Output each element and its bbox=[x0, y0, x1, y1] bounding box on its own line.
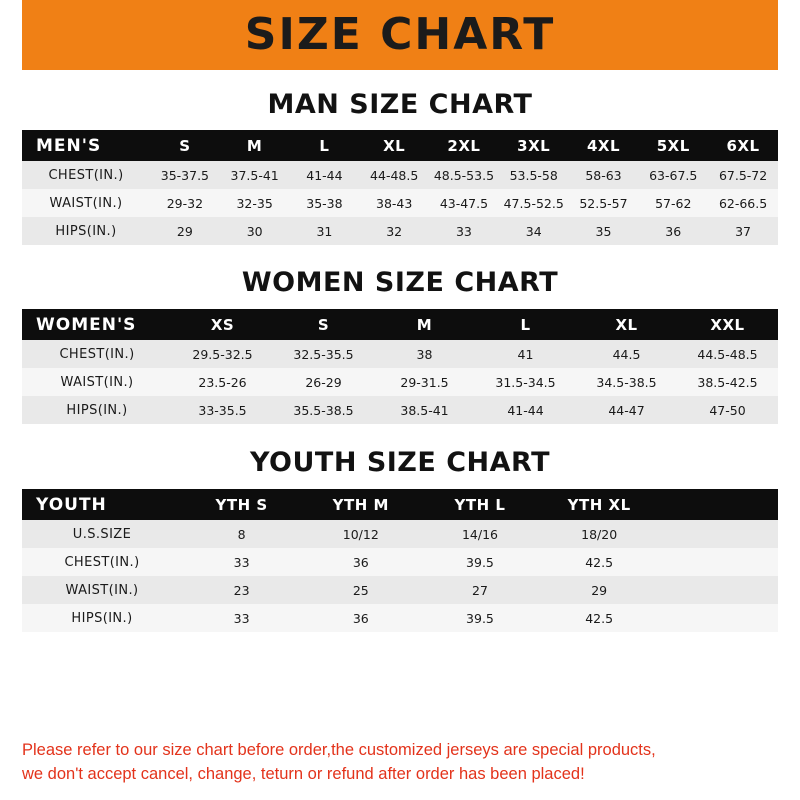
header-cell-6xl: 6XL bbox=[708, 130, 778, 161]
cell: 23 bbox=[182, 576, 301, 604]
cell: 48.5-53.5 bbox=[429, 161, 499, 189]
row-label-waist: WAIST(IN.) bbox=[22, 576, 182, 604]
header-cell-womens: WOMEN'S bbox=[22, 309, 172, 340]
header-cell-empty bbox=[659, 489, 778, 520]
table-row bbox=[22, 161, 778, 189]
row-label-chest: CHEST(IN.) bbox=[22, 161, 150, 189]
section-title-youth: YOUTH SIZE CHART bbox=[249, 447, 551, 478]
cell: 38.5-42.5 bbox=[677, 368, 778, 396]
section-title-man: MAN SIZE CHART bbox=[267, 89, 533, 120]
cell bbox=[659, 604, 778, 632]
cell: 35-38 bbox=[290, 189, 360, 217]
cell: 47-50 bbox=[677, 396, 778, 424]
cell: 32.5-35.5 bbox=[273, 340, 374, 368]
cell: 35.5-38.5 bbox=[273, 396, 374, 424]
cell: 58-63 bbox=[569, 161, 639, 189]
cell: 34 bbox=[499, 217, 569, 245]
header-cell-xl: XL bbox=[359, 130, 429, 161]
row-label-us-size: U.S.SIZE bbox=[22, 520, 182, 548]
table-header-row bbox=[22, 130, 778, 161]
man-size-table bbox=[22, 130, 778, 245]
cell: 14/16 bbox=[420, 520, 539, 548]
cell: 36 bbox=[301, 604, 420, 632]
cell bbox=[659, 520, 778, 548]
cell: 29-32 bbox=[150, 189, 220, 217]
header-cell-s: S bbox=[273, 309, 374, 340]
cell: 44-47 bbox=[576, 396, 677, 424]
cell: 44.5-48.5 bbox=[677, 340, 778, 368]
header-cell-3xl: 3XL bbox=[499, 130, 569, 161]
cell: 29-31.5 bbox=[374, 368, 475, 396]
women-size-table bbox=[22, 309, 778, 424]
cell: 63-67.5 bbox=[638, 161, 708, 189]
header-cell-mens: MEN'S bbox=[22, 130, 150, 161]
table-header-row bbox=[22, 309, 778, 340]
note-line-2: we don't accept cancel, change, teturn or refund after order has been placed! bbox=[22, 764, 585, 783]
cell: 36 bbox=[638, 217, 708, 245]
cell: 57-62 bbox=[638, 189, 708, 217]
table-row bbox=[22, 604, 778, 632]
cell: 32-35 bbox=[220, 189, 290, 217]
cell: 42.5 bbox=[540, 548, 659, 576]
table-row bbox=[22, 520, 778, 548]
table-header-row bbox=[22, 489, 778, 520]
header-cell-5xl: 5XL bbox=[638, 130, 708, 161]
cell: 33 bbox=[182, 604, 301, 632]
cell: 10/12 bbox=[301, 520, 420, 548]
table-row bbox=[22, 576, 778, 604]
table-row bbox=[22, 189, 778, 217]
chart-content bbox=[0, 70, 800, 731]
header-cell-xs: XS bbox=[172, 309, 273, 340]
row-label-hips: HIPS(IN.) bbox=[22, 396, 172, 424]
cell: 39.5 bbox=[420, 604, 539, 632]
row-label-waist: WAIST(IN.) bbox=[22, 368, 172, 396]
header-cell-4xl: 4XL bbox=[569, 130, 639, 161]
header-cell-yth-xl: YTH XL bbox=[540, 489, 659, 520]
cell: 25 bbox=[301, 576, 420, 604]
cell: 62-66.5 bbox=[708, 189, 778, 217]
header-cell-xxl: XXL bbox=[677, 309, 778, 340]
cell: 37.5-41 bbox=[220, 161, 290, 189]
row-label-chest: CHEST(IN.) bbox=[22, 548, 182, 576]
row-label-hips: HIPS(IN.) bbox=[22, 217, 150, 245]
cell: 39.5 bbox=[420, 548, 539, 576]
header-cell-s: S bbox=[150, 130, 220, 161]
cell: 36 bbox=[301, 548, 420, 576]
cell: 38.5-41 bbox=[374, 396, 475, 424]
header-cell-l: L bbox=[475, 309, 576, 340]
cell: 8 bbox=[182, 520, 301, 548]
table-row bbox=[22, 340, 778, 368]
cell: 30 bbox=[220, 217, 290, 245]
cell: 43-47.5 bbox=[429, 189, 499, 217]
cell: 23.5-26 bbox=[172, 368, 273, 396]
header-banner bbox=[0, 0, 800, 70]
header-cell-m: M bbox=[220, 130, 290, 161]
cell: 53.5-58 bbox=[499, 161, 569, 189]
cell: 44.5 bbox=[576, 340, 677, 368]
row-label-chest: CHEST(IN.) bbox=[22, 340, 172, 368]
cell: 34.5-38.5 bbox=[576, 368, 677, 396]
table-row bbox=[22, 548, 778, 576]
cell: 44-48.5 bbox=[359, 161, 429, 189]
cell: 29 bbox=[150, 217, 220, 245]
cell: 47.5-52.5 bbox=[499, 189, 569, 217]
cell: 32 bbox=[359, 217, 429, 245]
footer-note bbox=[0, 731, 800, 800]
cell bbox=[659, 576, 778, 604]
cell: 35-37.5 bbox=[150, 161, 220, 189]
header-cell-m: M bbox=[374, 309, 475, 340]
header-cell-yth-s: YTH S bbox=[182, 489, 301, 520]
row-label-hips: HIPS(IN.) bbox=[22, 604, 182, 632]
cell: 41-44 bbox=[290, 161, 360, 189]
cell: 38 bbox=[374, 340, 475, 368]
section-title-women: WOMEN SIZE CHART bbox=[241, 267, 559, 298]
cell: 26-29 bbox=[273, 368, 374, 396]
cell: 52.5-57 bbox=[569, 189, 639, 217]
cell: 31 bbox=[290, 217, 360, 245]
header-cell-2xl: 2XL bbox=[429, 130, 499, 161]
youth-size-table bbox=[22, 489, 778, 632]
table-row bbox=[22, 217, 778, 245]
cell: 33 bbox=[429, 217, 499, 245]
cell: 27 bbox=[420, 576, 539, 604]
cell: 42.5 bbox=[540, 604, 659, 632]
note-line-1: Please refer to our size chart before order,the customized jerseys are special products, bbox=[22, 741, 656, 760]
page-title: SIZE CHART bbox=[244, 9, 556, 60]
cell: 18/20 bbox=[540, 520, 659, 548]
header-cell-xl: XL bbox=[576, 309, 677, 340]
header-cell-yth-m: YTH M bbox=[301, 489, 420, 520]
cell: 41 bbox=[475, 340, 576, 368]
cell: 35 bbox=[569, 217, 639, 245]
header-cell-youth: YOUTH bbox=[22, 489, 182, 520]
cell: 33 bbox=[182, 548, 301, 576]
table-row bbox=[22, 368, 778, 396]
header-cell-yth-l: YTH L bbox=[420, 489, 539, 520]
cell: 37 bbox=[708, 217, 778, 245]
header-cell-l: L bbox=[290, 130, 360, 161]
cell: 67.5-72 bbox=[708, 161, 778, 189]
row-label-waist: WAIST(IN.) bbox=[22, 189, 150, 217]
cell: 41-44 bbox=[475, 396, 576, 424]
cell: 31.5-34.5 bbox=[475, 368, 576, 396]
cell: 38-43 bbox=[359, 189, 429, 217]
table-row bbox=[22, 396, 778, 424]
cell: 33-35.5 bbox=[172, 396, 273, 424]
cell bbox=[659, 548, 778, 576]
cell: 29 bbox=[540, 576, 659, 604]
cell: 29.5-32.5 bbox=[172, 340, 273, 368]
